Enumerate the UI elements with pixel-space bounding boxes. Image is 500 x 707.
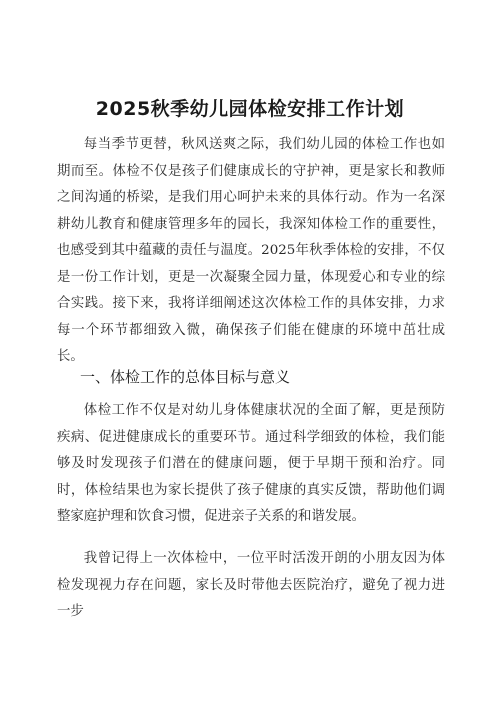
section-paragraph: 体检工作不仅是对幼儿身体健康状况的全面了解，更是预防疾病、促进健康成长的重要环节。通过科学细致的体检，我们能够及时发现孩子们潜在的健康问题，便于早期干预和治疗。同时，体检结果也为家长提供了孩子健康的真实反馈，帮助他们调整家庭护理和饮食习惯，促进亲子关系的和谐发展。 bbox=[57, 403, 445, 524]
document-title: 2025秋季幼儿园体检安排工作计划 bbox=[95, 98, 405, 120]
intro-paragraph: 每当季节更替，秋风送爽之际，我们幼儿园的体检工作也如期而至。体检不仅是孩子们健康成长的守护神，更是家长和教师之间沟通的桥梁，是我们用心呵护未来的具体行动。作为一名深耕幼儿教育和健康管理多年的园长，我深知体检工作的重要性，也感受到其中蕴藏的责任与温度。2025年秋季体检的安排，不仅是一份工作计划，更是一次凝聚全园力量，体现爱心和专业的综合实践。接下来，我将详细阐述这次体检工作的具体安排，力求每一个环节都细致入微，确保孩子们能在健康的环境中茁壮成长。 bbox=[57, 137, 445, 364]
section-paragraph: 我曾记得上一次体检中，一位平时活泼开朗的小朋友因为体检发现视力存在问题，家长及时带他去医院治疗，避免了视力进一步 bbox=[57, 551, 445, 619]
section-heading: 一、体检工作的总体目标与意义 bbox=[80, 368, 291, 386]
